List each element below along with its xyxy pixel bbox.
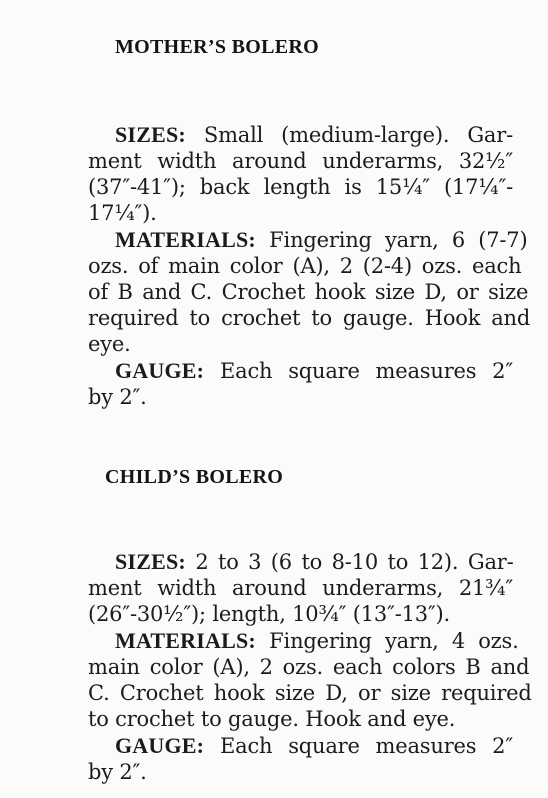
- childs-materials-line-1: [61, 628, 519, 654]
- mothers-materials-line-3: of B and C. Crochet hook size D, or size: [88, 280, 529, 304]
- mothers-sizes-text-1: Small (medium-large). Gar-: [185, 123, 513, 147]
- childs-materials-line-2: main color (A), 2 ozs. each colors B and: [88, 655, 530, 679]
- childs-sizes-text-1: 2 to 3 (6 to 8-10 to 12). Gar-: [185, 550, 514, 574]
- childs-gauge-paragraph: [61, 733, 513, 785]
- childs-sizes-paragraph: [61, 549, 513, 627]
- mothers-sizes-label: SIZES:: [115, 122, 186, 147]
- mothers-gauge-line-2: by 2″.: [88, 385, 147, 409]
- childs-bolero-title: CHILD’S BOLERO: [105, 466, 284, 488]
- mothers-sizes-line-3: (37″-41″); back length is 15¼″ (17¼″-: [88, 175, 513, 199]
- mothers-materials-line-1: [61, 227, 528, 253]
- childs-bolero-details: [61, 549, 532, 786]
- childs-materials-line-4: to crochet to gauge. Hook and eye.: [88, 707, 456, 731]
- mothers-bolero-title: MOTHER’S BOLERO: [115, 36, 319, 58]
- mothers-materials-paragraph: [61, 227, 531, 357]
- mothers-gauge-paragraph: [61, 358, 513, 410]
- mothers-gauge-line-1: [61, 358, 513, 384]
- childs-materials-line-3: C. Crochet hook size D, or size required: [88, 681, 532, 705]
- mothers-sizes-line-2: ment width around underarms, 32½″: [88, 149, 513, 173]
- mothers-materials-line-5: eye.: [88, 332, 131, 356]
- childs-sizes-line-1: [61, 549, 513, 575]
- childs-sizes-label: SIZES:: [115, 549, 186, 574]
- mothers-sizes-line-1: [61, 122, 513, 148]
- mothers-gauge-text-1: Each square measures 2″: [204, 359, 513, 383]
- childs-materials-label: MATERIALS:: [115, 628, 256, 653]
- childs-gauge-line-1: [61, 733, 513, 759]
- mothers-sizes-paragraph: [61, 122, 513, 226]
- mothers-bolero-details: [61, 122, 531, 411]
- mothers-materials-line-4: required to crochet to gauge. Hook and: [88, 306, 531, 330]
- mothers-materials-line-2: ozs. of main color (A), 2 (2-4) ozs. each: [88, 254, 522, 278]
- mothers-gauge-label: GAUGE:: [115, 358, 205, 383]
- mothers-sizes-line-4: 17¼″).: [88, 201, 157, 225]
- childs-gauge-text-1: Each square measures 2″: [204, 734, 513, 758]
- childs-sizes-line-3: (26″-30½″); length, 10¾″ (13″-13″).: [88, 602, 451, 626]
- childs-sizes-line-2: ment width around underarms, 21¾″: [88, 576, 513, 600]
- mothers-materials-text-1: Fingering yarn, 6 (7-7): [255, 228, 528, 252]
- childs-gauge-label: GAUGE:: [115, 733, 205, 758]
- mothers-materials-label: MATERIALS:: [115, 227, 256, 252]
- childs-materials-text-1: Fingering yarn, 4 ozs.: [255, 629, 519, 653]
- childs-materials-paragraph: [61, 628, 532, 732]
- childs-gauge-line-2: by 2″.: [88, 760, 147, 784]
